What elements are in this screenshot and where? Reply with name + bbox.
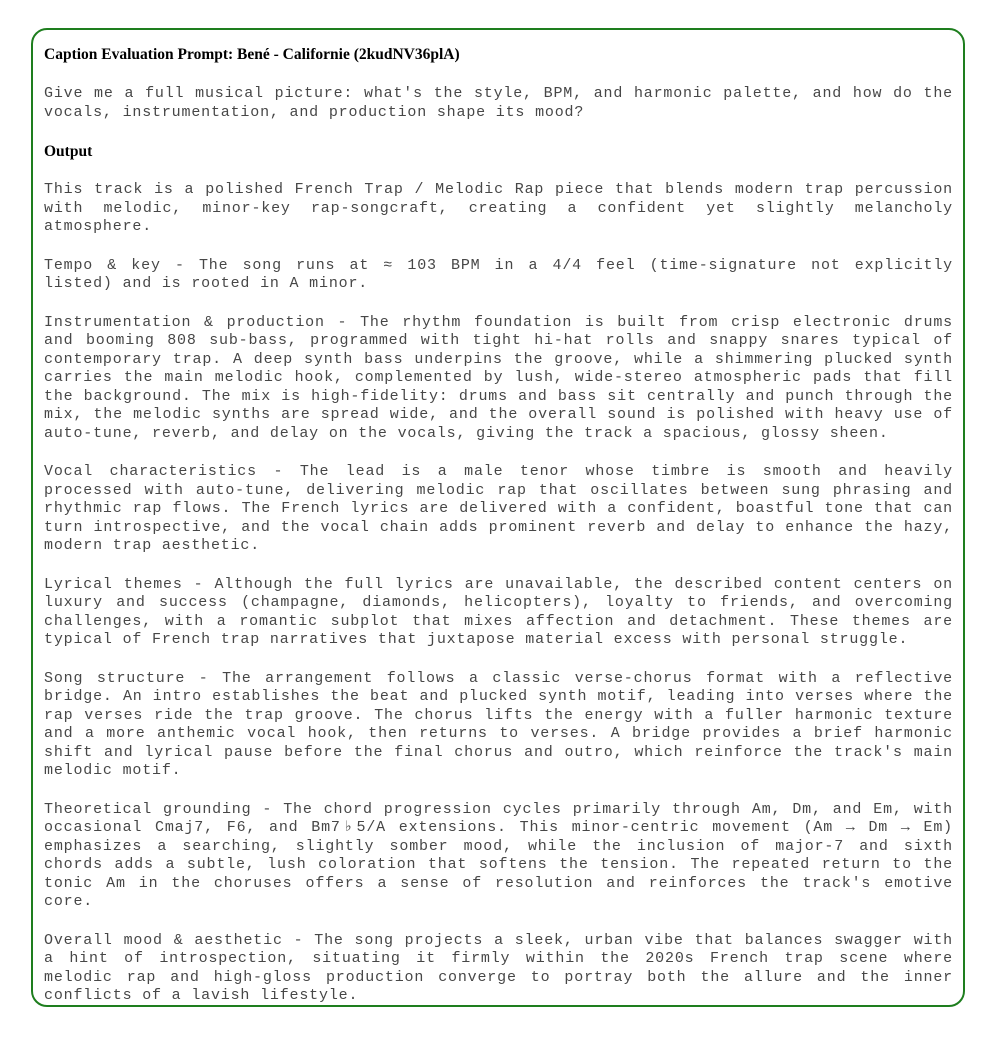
output-paragraph-song-structure: Song structure - The arrangement follows a classic verse-chorus format with a reflective bridge. An intro establishes the beat and plucked synth motif, leading into verses where the rap verses ride the trap groove. The chorus lifts the energy with a fuller harmonic texture and a more anthemic vocal hook, then returns to verses. A bridge provides a brief harmonic shift and lyrical pause before the final chorus and outro, which reinforce the track's main melodic motif. (44, 669, 953, 779)
output-paragraph-instrumentation: Instrumentation & production - The rhythm foundation is built from crisp electronic drums and booming 808 sub-bass, programmed with tight hi-hat rolls and snappy snares typical of contemporary trap. A deep synth bass underpins the groove, while a shimmering plucked synth carries the main melodic hook, complemented by lush, wide-stereo atmospheric pads that fill the background. The mix is high-fidelity: drums and bass sit centrally and punch through the mix, the melodic synths are spread wide, and the overall sound is polished with heavy use of auto-tune, reverb, and delay on the vocals, giving the track a spacious, glossy sheen. (44, 313, 953, 442)
output-heading: Output (44, 143, 93, 160)
output-paragraph-vocal: Vocal characteristics - The lead is a male tenor whose timbre is smooth and heavily processed with auto-tune, delivering melodic rap that oscillates between sung phrasing and rhythmic rap flows. The French lyrics are delivered with a confident, boastful tone that can turn introspective, and the vocal chain adds prominent reverb and delay to enhance the hazy, modern trap aesthetic. (44, 463, 953, 554)
output-paragraph-style: This track is a polished French Trap / Melodic Rap piece that blends modern trap percussion with melodic, minor-key rap-songcraft, creating a confident yet slightly melancholy atmosphere. (44, 181, 953, 235)
output-paragraph-tempo-key: Tempo & key - The song runs at ≈ 103 BPM in a 4/4 feel (time-signature not explicitly listed) and is rooted in A minor. (44, 256, 953, 292)
card-title: Caption Evaluation Prompt: Bené - Californie (2kudNV36plA) (44, 46, 460, 63)
output-paragraph-lyrical-themes: Lyrical themes - Although the full lyrics are unavailable, the described content centers on luxury and success (champagne, diamonds, helicopters), loyalty to friends, and overcoming challenges, with a romantic subplot that mixes affection and detachment. These themes are typical of French trap narratives that juxtapose material excess with personal struggle. (44, 575, 953, 648)
prompt-text: Give me a full musical picture: what's the style, BPM, and harmonic palette, and how do the vocals, instrumentation, and production shape its mood? (44, 85, 953, 121)
output-paragraph-theoretical: Theoretical grounding - The chord progression cycles primarily through Am, Dm, and Em, with occasional Cmaj7, F6, and Bm7♭5/A extensions. This minor-centric movement (Am → Dm → Em) emphasizes a searching, slightly somber mood, while the inclusion of major-7 and sixth chords adds a subtle, lush coloration that softens the tension. The repeated return to the tonic Am in the choruses offers a sense of resolution and reinforces the track's emotive core. (44, 800, 953, 910)
caption-evaluation-card (31, 28, 965, 1007)
output-paragraph-overall-mood: Overall mood & aesthetic - The song projects a sleek, urban vibe that balances swagger with a hint of introspection, situating it firmly within the 2020s French trap scene where melodic rap and high-gloss production converge to portray both the allure and the inner conflicts of a lavish lifestyle. (44, 931, 953, 1004)
